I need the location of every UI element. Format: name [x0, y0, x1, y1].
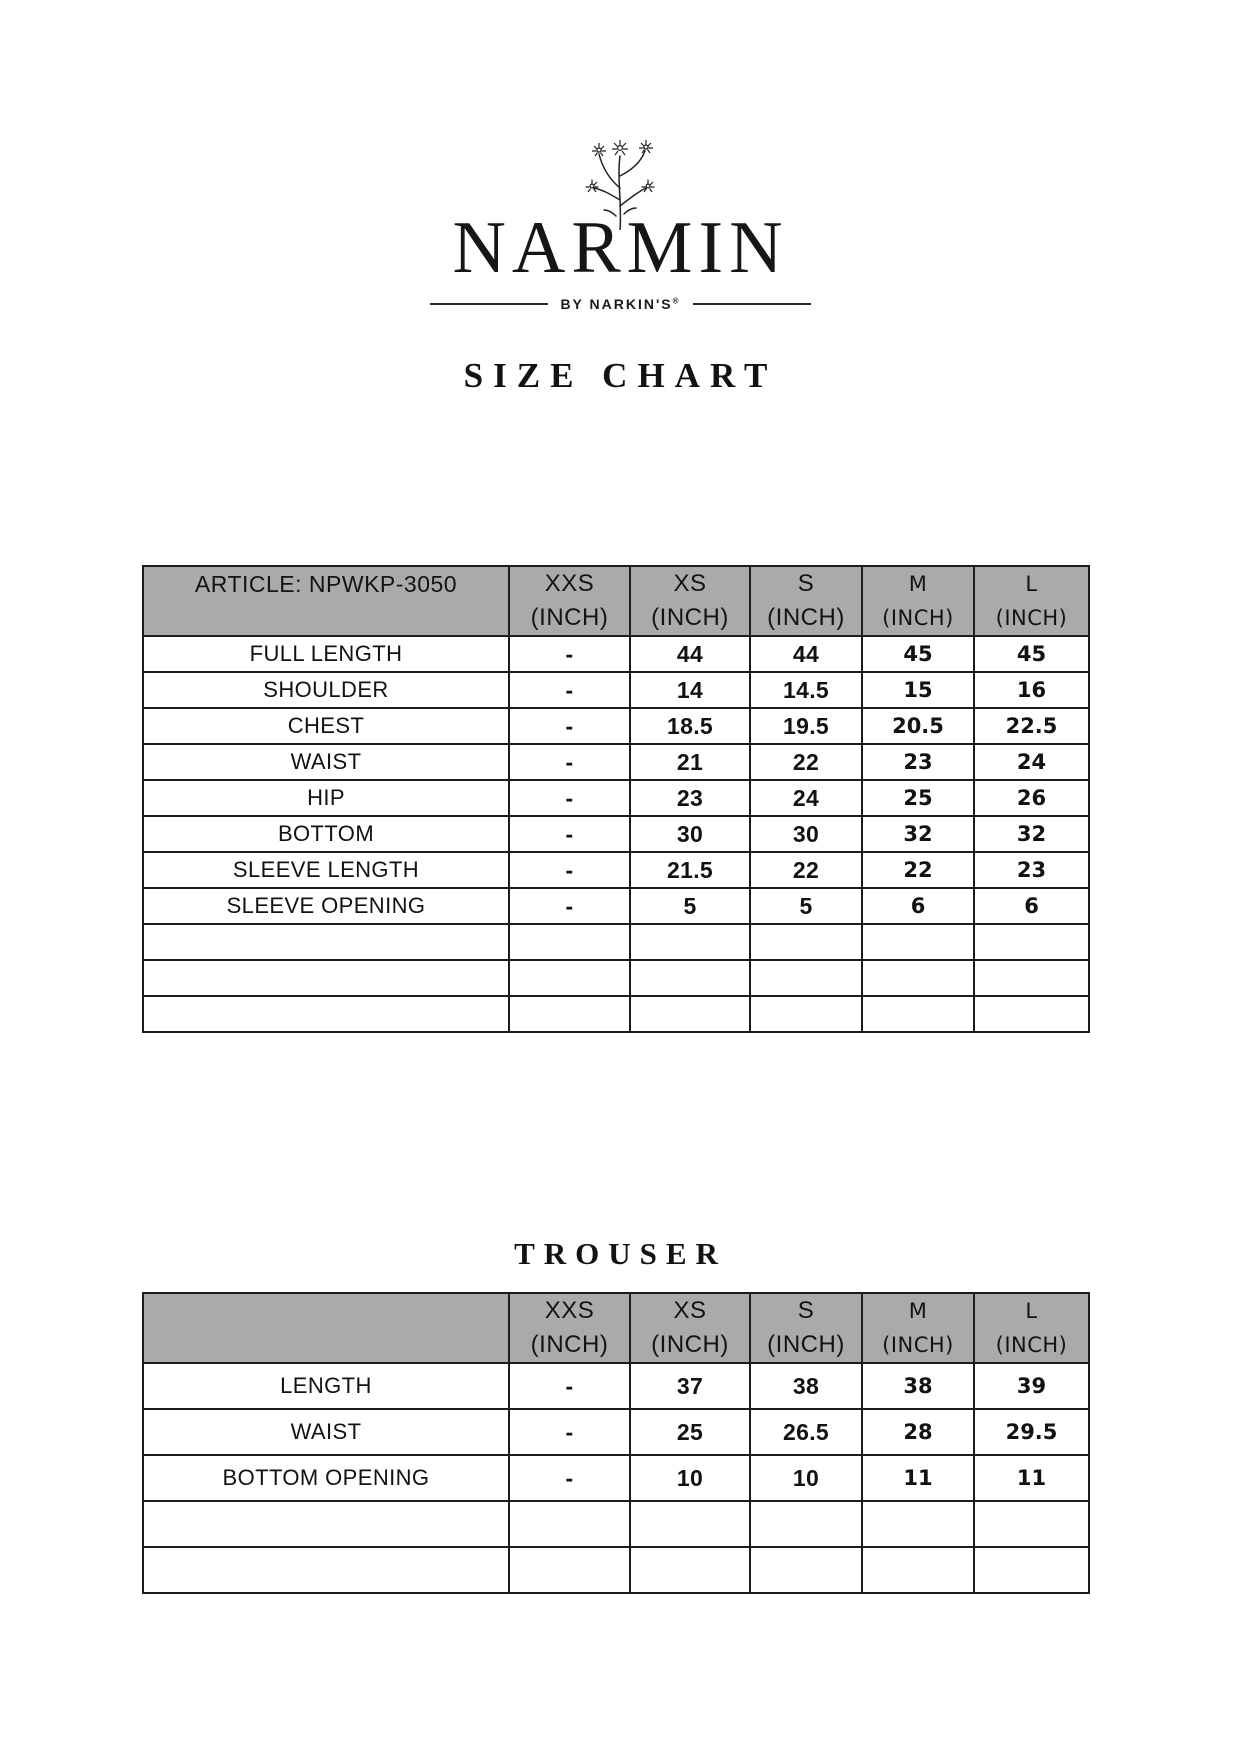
table-row: FULL LENGTH - 44 44 45 45: [143, 636, 1089, 672]
col-header-xs: XS (INCH): [630, 1293, 750, 1363]
table-row: CHEST - 18.5 19.5 20.5 22.5: [143, 708, 1089, 744]
brand-logo: [0, 126, 1241, 312]
table-row: LENGTH - 37 38 38 39: [143, 1363, 1089, 1409]
table-row: WAIST - 21 22 23 24: [143, 744, 1089, 780]
trouser-table-grid: [142, 1292, 1090, 1594]
trouser-title: TROUSER: [514, 1236, 727, 1271]
brand-name: NARMIN: [452, 207, 789, 289]
table-row: SLEEVE LENGTH - 21.5 22 22 23: [143, 852, 1089, 888]
table-row: HIP - 23 24 25 26: [143, 780, 1089, 816]
col-header-l: L (INCH): [974, 566, 1089, 636]
table-row: SLEEVE OPENING - 5 5 6 6: [143, 888, 1089, 924]
byline-rule-left: [430, 303, 548, 305]
table-row: SHOULDER - 14 14.5 15 16: [143, 672, 1089, 708]
size-table-grid: [142, 565, 1090, 1033]
table-row-empty: [143, 924, 1089, 960]
trouser-table: [142, 1292, 1090, 1594]
registered-mark: ®: [672, 296, 681, 306]
page-title: SIZE CHART: [463, 356, 778, 395]
brand-byline: [0, 296, 1241, 312]
table-row-empty: [143, 960, 1089, 996]
col-header-m: M (INCH): [862, 1293, 974, 1363]
table-row: WAIST - 25 26.5 28 29.5: [143, 1409, 1089, 1455]
table-row-empty: [143, 1547, 1089, 1593]
byline-rule-right: [693, 303, 811, 305]
col-header-xs: XS (INCH): [630, 566, 750, 636]
col-header-l: L (INCH): [974, 1293, 1089, 1363]
size-table-header: [143, 566, 1089, 636]
col-header-xxs: XXS (INCH): [509, 566, 630, 636]
article-header-cell: ARTICLE: NPWKP-3050: [143, 566, 509, 636]
table-row-empty: [143, 996, 1089, 1032]
blank-header-cell: [143, 1293, 509, 1363]
trouser-table-header: [143, 1293, 1089, 1363]
col-header-m: M (INCH): [862, 566, 974, 636]
byline-text: BY NARKIN'S®: [560, 295, 681, 312]
table-row: BOTTOM - 30 30 32 32: [143, 816, 1089, 852]
col-header-s: S (INCH): [750, 1293, 862, 1363]
col-header-xxs: XXS (INCH): [509, 1293, 630, 1363]
table-row-empty: [143, 1501, 1089, 1547]
table-row: BOTTOM OPENING - 10 10 11 11: [143, 1455, 1089, 1501]
col-header-s: S (INCH): [750, 566, 862, 636]
size-table: [142, 565, 1090, 1033]
